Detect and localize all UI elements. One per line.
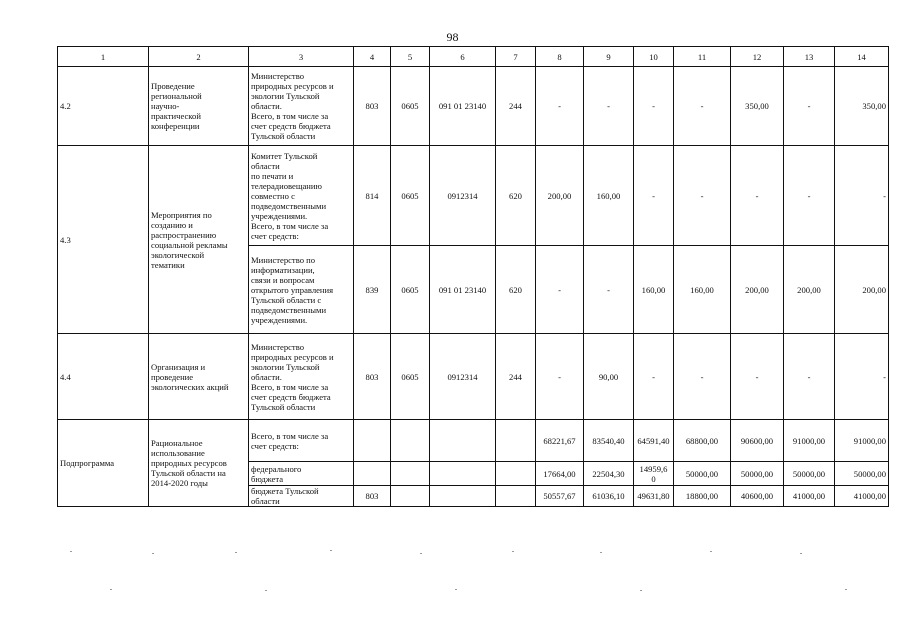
- value-2018: 200,00: [731, 246, 784, 334]
- value-2014: -: [536, 67, 584, 146]
- table-row: [58, 334, 889, 420]
- header-cell: 1: [58, 47, 149, 67]
- scan-speck: [845, 589, 847, 590]
- value-2018: -: [731, 146, 784, 246]
- row-number: 4.3: [58, 146, 149, 334]
- scan-speck: [455, 589, 457, 590]
- value-2015: 83540,40: [584, 420, 634, 462]
- value-2016: 64591,40: [634, 420, 674, 462]
- grbs-code: 803: [354, 67, 391, 146]
- value-2020: 91000,00: [835, 420, 889, 462]
- scan-speck: [800, 553, 802, 554]
- event-name: Мероприятия по созданию и распространению социальной рекламы экологической тематики: [149, 146, 249, 334]
- header-cell: 11: [674, 47, 731, 67]
- grbs-code: 803: [354, 486, 391, 507]
- header-cell: 4: [354, 47, 391, 67]
- table-row: [58, 67, 889, 146]
- header-cell: 10: [634, 47, 674, 67]
- value-2018: 350,00: [731, 67, 784, 146]
- value-2019: -: [784, 67, 835, 146]
- expense-type: 244: [496, 334, 536, 420]
- scan-speck: [265, 590, 267, 591]
- value-2020: -: [835, 334, 889, 420]
- value-2017: 50000,00: [674, 462, 731, 486]
- scan-speck: [640, 590, 642, 591]
- page-number: 98: [446, 30, 459, 44]
- target-code: 0912314: [430, 334, 496, 420]
- value-2016: 160,00: [634, 246, 674, 334]
- header-cell: 2: [149, 47, 249, 67]
- value-2018: 90600,00: [731, 420, 784, 462]
- executor: Министерство природных ресурсов и экологии Тульской области. Всего, в том числе за счет средств бюджета Тульской области: [249, 67, 354, 146]
- value-2020: 41000,00: [835, 486, 889, 507]
- table-row: [58, 146, 889, 246]
- value-2014: 50557,67: [536, 486, 584, 507]
- section-code: 0605: [391, 246, 430, 334]
- target-code: [430, 420, 496, 462]
- value-2016: -: [634, 146, 674, 246]
- expense-type: 244: [496, 67, 536, 146]
- value-2018: 50000,00: [731, 462, 784, 486]
- grbs-code: [354, 462, 391, 486]
- value-2015: -: [584, 246, 634, 334]
- value-2016: 49631,80: [634, 486, 674, 507]
- header-cell: 13: [784, 47, 835, 67]
- table-row: [58, 420, 889, 462]
- grbs-code: [354, 420, 391, 462]
- section-code: [391, 420, 430, 462]
- row-number: 4.4: [58, 334, 149, 420]
- section-code: [391, 462, 430, 486]
- expense-type: [496, 462, 536, 486]
- value-2014: 17664,00: [536, 462, 584, 486]
- grbs-code: 839: [354, 246, 391, 334]
- value-2019: 50000,00: [784, 462, 835, 486]
- header-cell: 3: [249, 47, 354, 67]
- scan-speck: [330, 550, 332, 551]
- value-2014: 68221,67: [536, 420, 584, 462]
- value-2016: -: [634, 67, 674, 146]
- target-code: [430, 486, 496, 507]
- value-2020: 50000,00: [835, 462, 889, 486]
- value-2018: -: [731, 334, 784, 420]
- value-2017: 160,00: [674, 246, 731, 334]
- subprogram-label: Подпрограмма: [58, 420, 149, 507]
- executor: федерального бюджета: [249, 462, 354, 486]
- value-2015: 160,00: [584, 146, 634, 246]
- executor: Министерство природных ресурсов и экологии Тульской области. Всего, в том числе за счет средств бюджета Тульской области: [249, 334, 354, 420]
- scan-speck: [710, 551, 712, 552]
- value-2015: 22504,30: [584, 462, 634, 486]
- value-2015: 90,00: [584, 334, 634, 420]
- value-2019: 41000,00: [784, 486, 835, 507]
- scan-speck: [152, 553, 154, 554]
- header-cell: 5: [391, 47, 430, 67]
- executor: Всего, в том числе за счет средств:: [249, 420, 354, 462]
- event-name: Организация и проведение экологических акций: [149, 334, 249, 420]
- expense-type: 620: [496, 146, 536, 246]
- header-cell: 14: [835, 47, 889, 67]
- scan-speck: [110, 589, 112, 590]
- value-2020: 200,00: [835, 246, 889, 334]
- section-code: [391, 486, 430, 507]
- header-cell: 6: [430, 47, 496, 67]
- header-cell: 7: [496, 47, 536, 67]
- grbs-code: 814: [354, 146, 391, 246]
- header-cell: 9: [584, 47, 634, 67]
- subprogram-name: Рациональное использование природных ресурсов Тульской области на 2014-2020 годы: [149, 420, 249, 507]
- value-2019: -: [784, 146, 835, 246]
- value-2017: -: [674, 146, 731, 246]
- value-2017: 68800,00: [674, 420, 731, 462]
- header-row: [58, 47, 889, 67]
- value-2017: 18800,00: [674, 486, 731, 507]
- value-2015: 61036,10: [584, 486, 634, 507]
- expense-type: 620: [496, 246, 536, 334]
- value-2016: -: [634, 334, 674, 420]
- value-2016: 14959,6 0: [634, 462, 674, 486]
- value-2020: 350,00: [835, 67, 889, 146]
- scan-speck: [420, 553, 422, 554]
- grbs-code: 803: [354, 334, 391, 420]
- expense-type: [496, 486, 536, 507]
- row-number: 4.2: [58, 67, 149, 146]
- header-cell: 12: [731, 47, 784, 67]
- value-2019: 91000,00: [784, 420, 835, 462]
- value-2020: -: [835, 146, 889, 246]
- value-2017: -: [674, 67, 731, 146]
- value-2019: -: [784, 334, 835, 420]
- value-2019: 200,00: [784, 246, 835, 334]
- budget-table: [57, 46, 889, 507]
- target-code: 0912314: [430, 146, 496, 246]
- executor: Комитет Тульской области по печати и телерадиовещанию совместно с подведомственными учреждениями. Всего, в том числе за счет средств:: [249, 146, 354, 246]
- header-cell: 8: [536, 47, 584, 67]
- scan-speck: [235, 552, 237, 553]
- value-2014: -: [536, 334, 584, 420]
- value-2014: 200,00: [536, 146, 584, 246]
- target-code: 091 01 23140: [430, 67, 496, 146]
- section-code: 0605: [391, 146, 430, 246]
- target-code: 091 01 23140: [430, 246, 496, 334]
- value-2017: -: [674, 334, 731, 420]
- value-2015: -: [584, 67, 634, 146]
- section-code: 0605: [391, 334, 430, 420]
- value-2014: -: [536, 246, 584, 334]
- value-2018: 40600,00: [731, 486, 784, 507]
- expense-type: [496, 420, 536, 462]
- section-code: 0605: [391, 67, 430, 146]
- scan-speck: [512, 551, 514, 552]
- executor: Министерство по информатизации, связи и вопросам открытого управления Тульской области с подведомственными учреждениями.: [249, 246, 354, 334]
- event-name: Проведение региональной научно- практической конференции: [149, 67, 249, 146]
- scan-speck: [600, 552, 602, 553]
- scan-speck: [70, 551, 72, 552]
- target-code: [430, 462, 496, 486]
- executor: бюджета Тульской области: [249, 486, 354, 507]
